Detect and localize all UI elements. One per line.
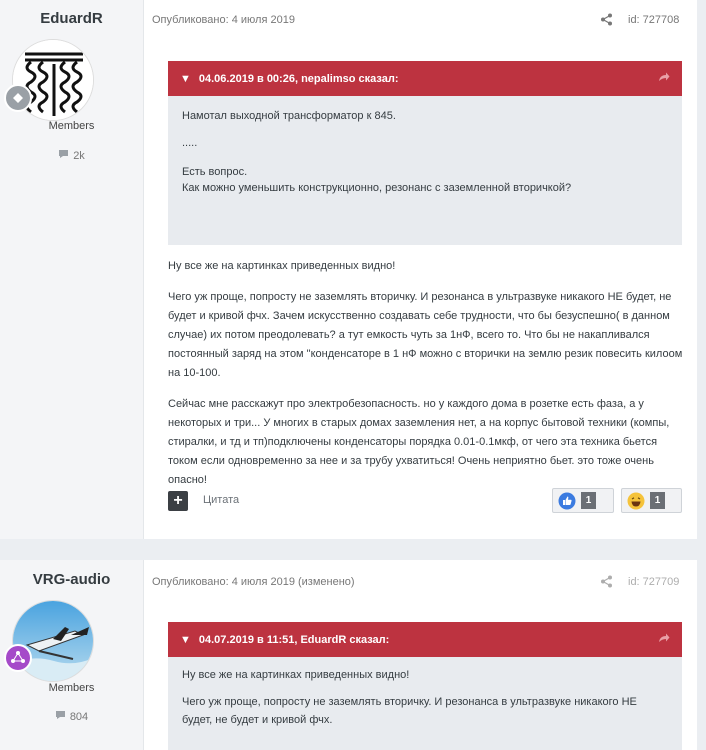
quote-block — [168, 622, 682, 750]
comment-icon — [55, 710, 66, 723]
arrow-right-icon[interactable] — [658, 633, 670, 646]
post-paragraph: Ну все же на картинках приведенных видно! — [168, 260, 396, 272]
reaction-haha[interactable] — [621, 488, 682, 513]
author-name[interactable]: VRG-audio — [32, 571, 111, 588]
comment-icon — [58, 149, 69, 162]
reaction-count: 1 — [650, 492, 665, 509]
haha-icon — [622, 492, 650, 510]
author-panel — [0, 0, 144, 539]
post-paragraph: Сейчас мне расскажут про электробезопасность. но у каждого дома в розетке есть фаза, а у некоторых и три... У многих в старых домах заземления нет, а на корпус бытовой техники (компы, стиралки, и тд и тп)подключены конденсаторы порядка 0.01-0.1мкф, от чего эта техника бьется током если одновременно за нее и за трубу ухватиться! Очень неприятно бьет. это тоже очень опасно! — [168, 398, 670, 486]
published-date[interactable]: Опубликовано: 4 июля 2019 (изменено) — [152, 576, 355, 588]
rank-badge-icon — [4, 84, 32, 112]
arrow-right-icon[interactable] — [658, 72, 670, 85]
post-paragraph: Чего уж проще, попросту не заземлять вторичку. И резонанса в ультразвуке никакого НЕ будет, не будет и кривой фчх. Зачем искусственно создавать себе трудности, что бы безуспешно( в данном случае) их потом преодолевать? а тут емкость чуть за 1нФ, всего то. Что бы не накапливался постоянный заряд на этом "конденсаторе в 1 нФ можно с вторички на землю резик повесить килоом на 10-100. — [168, 291, 683, 379]
quote-body — [168, 657, 682, 750]
reaction-count: 1 — [581, 492, 596, 509]
post-content — [168, 257, 688, 502]
quote-citation: 04.06.2019 в 00:26, nepalimso сказал: — [198, 72, 399, 85]
post-count-value: 804 — [69, 710, 89, 723]
like-icon — [553, 492, 581, 510]
post-count — [0, 710, 143, 723]
quote-block — [168, 61, 682, 245]
quote-line: Ну все же на картинках приведенных видно! — [182, 669, 410, 681]
rank-badge-icon — [4, 644, 32, 672]
chevron-down-icon[interactable]: ▼ — [180, 633, 191, 646]
quote-body — [168, 96, 682, 219]
quote-line: Намотал выходной трансформатор к 845. — [182, 110, 396, 122]
member-group: Members — [48, 120, 95, 132]
published-date[interactable]: Опубликовано: 4 июля 2019 — [152, 14, 295, 26]
chevron-down-icon[interactable]: ▼ — [180, 72, 191, 85]
author-panel — [0, 560, 144, 750]
quote-citation: 04.07.2019 в 11:51, EduardR сказал: — [198, 633, 390, 646]
multiquote-add-button[interactable]: + — [168, 491, 188, 511]
post — [0, 560, 697, 750]
share-icon[interactable] — [600, 13, 614, 27]
quote-button[interactable]: Цитата — [203, 494, 240, 506]
quote-header[interactable] — [168, 61, 682, 96]
post-id[interactable]: id: 727708 — [628, 14, 680, 26]
post-count-value: 2k — [73, 149, 85, 162]
post-id[interactable]: id: 727709 — [628, 576, 680, 588]
post-count — [0, 149, 143, 162]
author-name[interactable]: EduardR — [40, 10, 103, 27]
quote-header[interactable] — [168, 622, 682, 657]
quote-line: ..... — [182, 137, 198, 149]
quote-line: Есть вопрос. — [182, 166, 248, 178]
quote-line: Как можно уменьшить конструкционно, резонанс с заземленной вторичкой? — [182, 182, 572, 194]
share-icon[interactable] — [600, 575, 614, 589]
reaction-like[interactable] — [552, 488, 614, 513]
member-group: Members — [48, 682, 95, 694]
quote-line: Чего уж проще, попросту не заземлять вторичку. И резонанса в ультразвуке никакого НЕ будет, не будет и кривой фчх. — [182, 696, 637, 726]
